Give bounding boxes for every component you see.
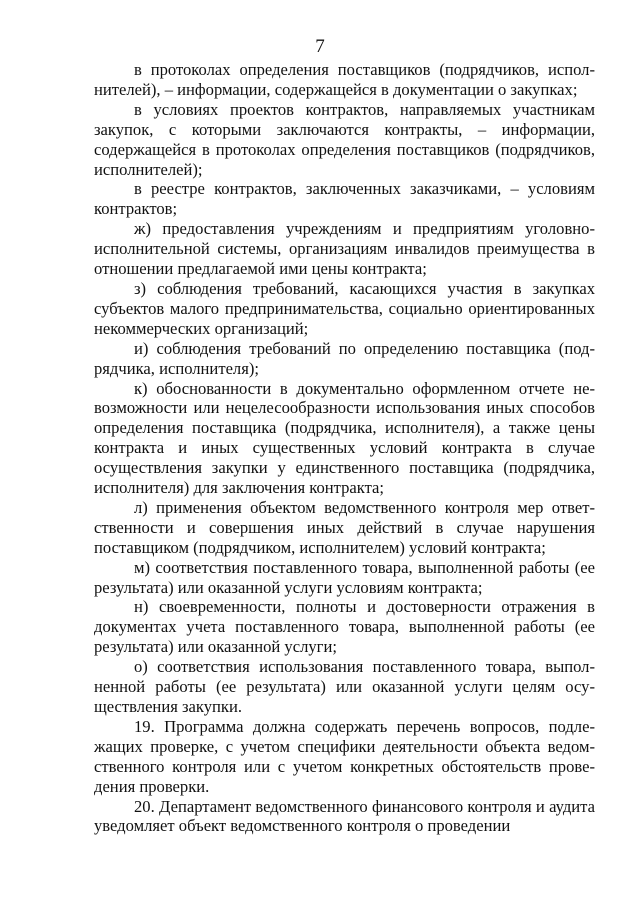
page-number: 7 xyxy=(315,36,325,57)
paragraph-item-n: н) своевременности, полноты и достоверности отражения в документах учета поставленного товара, выполненной работы (ее результата) или оказанной услуги; xyxy=(94,597,595,657)
paragraph-contract-drafts: в условиях проектов контрактов, направляемых участникам закупок, с которыми заключаются контракты, – информации, содержащейся в протоколах определения поставщиков (подрядчиков, исполнителей); xyxy=(94,99,595,179)
paragraph-item-l: л) применения объектом ведомственного контроля мер ответственности и совершения иных действий в случае нарушения поставщиком (подрядчиком, исполнителем) условий контракта; xyxy=(94,497,595,557)
paragraph-item-m: м) соответствия поставленного товара, выполненной работы (ее результата) или оказанной услуги условиям контракта; xyxy=(94,557,595,597)
paragraph-item-z: з) соблюдения требований, касающихся участия в закупках субъектов малого предпринимательства, социально ориентированных некоммерческих организаций; xyxy=(94,278,595,338)
paragraph-item-k: к) обоснованности в документально оформленном отчете невозможности или нецелесообразности использования иных способов определения поставщика (подрядчика, исполнителя), а также цены контракта и иных существенных условий контракта в случае осуществления закупки у единственного поставщика (подрядчика, исполнителя) для заключения контракта; xyxy=(94,378,595,498)
paragraph-protocols: в протоколах определения поставщиков (подрядчиков, исполнителей), – информации, содержащейся в документации о закупках; xyxy=(94,60,595,99)
paragraph-section-19: 19. Программа должна содержать перечень вопросов, подлежащих проверке, с учетом специфики деятельности объекта ведомственного контроля или с учетом конкретных обстоятельств проведения проверки. xyxy=(94,716,595,796)
paragraph-contract-registry: в реестре контрактов, заключенных заказчиками, – условиям контрактов; xyxy=(94,179,595,219)
paragraph-item-o: о) соответствия использования поставленного товара, выполненной работы (ее результата) или оказанной услуги целям осуществления закупки. xyxy=(94,657,595,716)
paragraph-item-zh: ж) предоставления учреждениям и предприятиям уголовно-исполнительной системы, организациям инвалидов преимущества в отношении предлагаемой ими цены контракта; xyxy=(94,219,595,279)
paragraph-section-20: 20. Департамент ведомственного финансового контроля и аудита уведомляет объект ведомственного контроля о проведении xyxy=(94,796,595,836)
paragraph-item-i: и) соблюдения требований по определению поставщика (подрядчика, исполнителя); xyxy=(94,338,595,378)
body-text xyxy=(94,60,595,836)
